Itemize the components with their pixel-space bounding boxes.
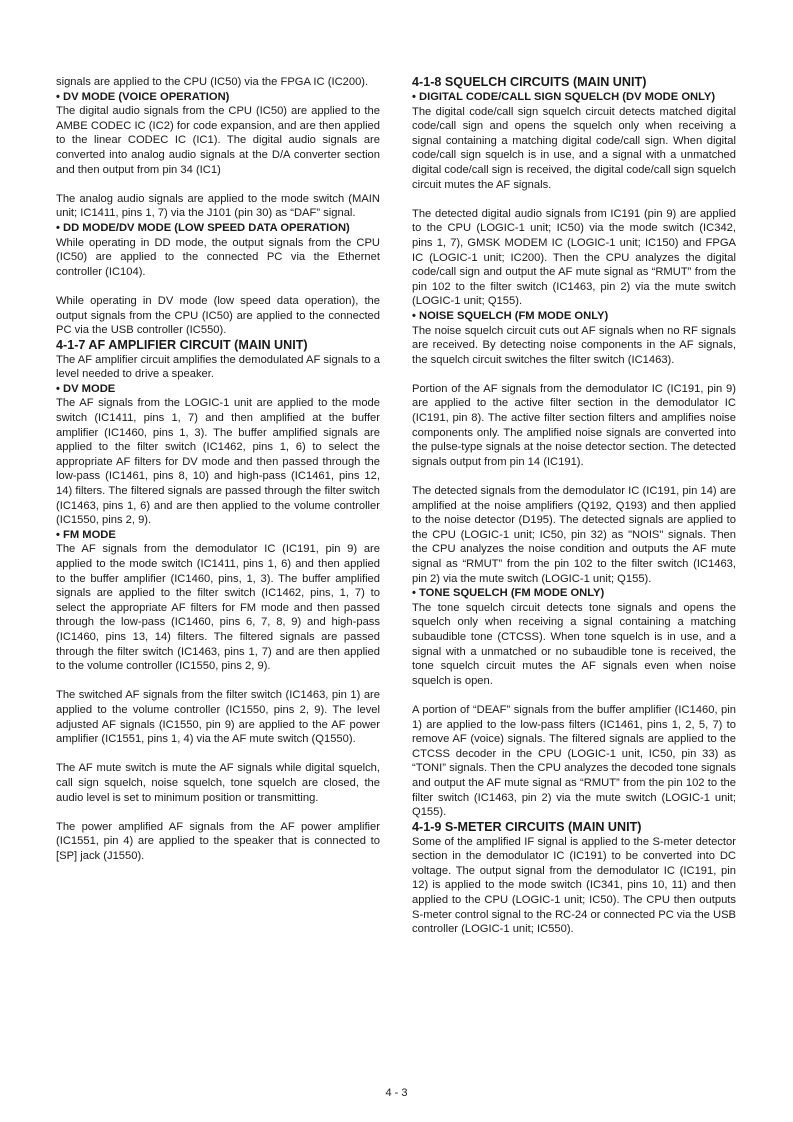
dv-mode-paragraph: The AF signals from the LOGIC-1 unit are applied to the mode switch (IC1411, pins 1, 7) and then amplified at the buffer amplifier (IC1460, pins 1, 3). The buffer amplified signals are applied to the filter switch (IC1462, pins 1, 6) to select the appropriate AF filters for DV mode and then passed through the low-pass (IC1461, pins 8, 10) and high-pass (IC1461, pins 12, 14) filters. The filtered signals are passed through the filter switch (IC1463, pins 1, 6) and are then applied to the volume controller (IC1550, pins 2, 9). xyxy=(56,397,380,527)
section-4-1-7-heading: 4-1-7 AF AMPLIFIER CIRCUIT (MAIN UNIT) xyxy=(56,337,308,352)
left-column xyxy=(56,75,380,863)
digital-squelch-heading: • DIGITAL CODE/CALL SIGN SQUELCH (DV MODE ONLY) xyxy=(412,91,716,103)
tone-squelch-paragraph-1: The tone squelch circuit detects tone signals and opens the squelch only when receiving a signal containing a matching subaudible tone (CTCSS). When tone squelch is in use, and a signal with a unmatched or no subaudible tone is received, the tone squelch circuit mutes the AF signals even when noise squelch is open. xyxy=(412,601,736,687)
noise-squelch-paragraph-3: The detected signals from the demodulator IC (IC191, pin 14) are amplified at the noise amplifiers (Q192, Q193) and then applied to the noise detector (D195). The detected signals are applied to the CPU (LOGIC-1 unit; IC50, pin 32) as "NOIS" signals. Then the CPU analyzes the noise condition and outputs the AF mute signal as “RMUT” from the pin 102 to the filter switch (IC1463, pin 2) via the mute switch (LOGIC-1 unit; Q155). xyxy=(412,485,736,585)
fm-mode-paragraph-2: The switched AF signals from the filter switch (IC1463, pin 1) are applied to the volume controller (IC1550, pins 2, 9). The level adjusted AF signals (IC1550, pin 9) are applied to the AF power amplifier (IC1551, pins 1, 4) via the AF mute switch (Q1550). xyxy=(56,689,380,746)
dd-mode-heading: • DD MODE/DV MODE (LOW SPEED DATA OPERATION) xyxy=(56,221,350,234)
noise-squelch-paragraph-2: Portion of the AF signals from the demodulator IC (IC191, pin 9) are applied to the active filter section in the demodulator IC (IC191, pin 8). The active filter section filters and amplifies noise components only. The amplified noise signals are converted into the pulse-type signals at the noise detector section. The detected signals output from pin 14 (IC191). xyxy=(412,382,736,468)
dd-mode-paragraph-1: While operating in DD mode, the output signals from the CPU (IC50) are applied to the connected PC via the Ethernet controller (IC104). xyxy=(56,236,380,278)
dv-mode-heading: • DV MODE xyxy=(56,382,116,395)
dd-mode-paragraph-2: While operating in DV mode (low speed data operation), the output signals from the CPU (IC50) are applied to the connected PC via the USB controller (IC550). xyxy=(56,294,380,337)
fm-mode-paragraph-3: The AF mute switch is mute the AF signals while digital squelch, call sign squelch, noise squelch, tone squelch are closed, the audio level is set to minimum position or transmitting. xyxy=(56,762,380,804)
fm-mode-heading: • FM MODE xyxy=(56,528,116,541)
right-column xyxy=(412,75,736,937)
digital-squelch-paragraph-2: The detected digital audio signals from IC191 (pin 9) are applied to the CPU (LOGIC-1 unit; IC50) via the mode switch (IC342, pins 1, 7), GMSK MODEM IC (LOGIC-1 unit; IC150) and FPGA IC (LOGIC-1 unit; IC200). Then the CPU analyzes the digital code/call sign and output the AF mute signal as “RMUT” from the pin 102 to the filter switch (IC1463, pin 2) via the mute switch (LOGIC-1 unit; Q155). xyxy=(412,207,736,308)
dv-mode-voice-paragraph-1: The digital audio signals from the CPU (IC50) are applied to the AMBE CODEC IC (IC2) for code expansion, and are then applied to the linear CODEC IC (IC1). The digital audio signals are converted into analog audio signals at the D/A converter section and then output from pin 34 (IC1) xyxy=(56,105,380,176)
noise-squelch-heading: • NOISE SQUELCH (FM MODE ONLY) xyxy=(412,309,609,322)
section-4-1-8-heading: 4-1-8 SQUELCH CIRCUITS (MAIN UNIT) xyxy=(412,75,647,89)
tone-squelch-heading: • TONE SQUELCH (FM MODE ONLY) xyxy=(412,587,605,600)
section-4-1-7-intro: The AF amplifier circuit amplifies the demodulated AF signals to a level needed to drive a speaker. xyxy=(56,353,380,381)
page-number: 4 - 3 xyxy=(385,1087,408,1099)
dv-mode-voice-paragraph-2: The analog audio signals are applied to the mode switch (MAIN unit; IC1411, pins 1, 7) via the J101 (pin 30) as “DAF” signal. xyxy=(56,192,380,220)
tone-squelch-paragraph-2: A portion of “DEAF” signals from the buffer amplifier (IC1460, pin 1) are applied to the low-pass filters (IC1461, pins 1, 2, 5, 7) to remove AF (voice) signals. The filtered signals are applied to the CTCSS decoder in the CPU (LOGIC-1 unit, IC50, pin 33) as “TONI” signals. Then the CPU analyzes the decoded tone signals and output the AF mute signal as “RMUT” from the pin 102 to the filter switch (IC1463, pin 2) via the mute switch (LOGIC-1 unit; Q155). xyxy=(412,703,736,819)
section-4-1-9-heading: 4-1-9 S-METER CIRCUITS (MAIN UNIT) xyxy=(412,819,642,834)
dv-mode-voice-heading: • DV MODE (VOICE OPERATION) xyxy=(56,90,230,103)
noise-squelch-paragraph-1: The noise squelch circuit cuts out AF signals when no RF signals are received. By detecting noise components in the AF signals, the squelch circuit switches the filter switch (IC1463). xyxy=(412,324,736,366)
digital-squelch-paragraph-1: The digital code/call sign squelch circuit detects matched digital code/call sign and opens the squelch only when receiving a signal containing a matching digital code/call sign. When digital code/call sign squelch is in use, and a signal with a unmatched digital code/call sign is received, the digital code/call sign squelch circuit mutes the AF signals. xyxy=(412,105,736,191)
fm-mode-paragraph-4: The power amplified AF signals from the AF power amplifier (IC1551, pin 4) are applied to the speaker that is connected to [SP] jack (J1550). xyxy=(56,820,380,862)
intro-paragraph: signals are applied to the CPU (IC50) via the FPGA IC (IC200). xyxy=(56,76,369,88)
fm-mode-paragraph-1: The AF signals from the demodulator IC (IC191, pin 9) are applied to the mode switch (IC1411, pins 1, 6) and then applied to the buffer amplifier (IC1460, pins, 1, 3). The buffer amplified signals are applied to the filter switch (IC1462, pins, 1, 7) to select the appropriate AF filters for FM mode and then passed through the low-pass (IC1460, pins 6, 7, 8, 9) and high-pass (IC1460, pins 13, 14) filters. The filtered signals are passed through the filter switch (IC1463, pins 1, 7) and are then applied to the volume controller (IC1550, pins 2, 9). xyxy=(56,543,380,673)
section-4-1-9-paragraph: Some of the amplified IF signal is applied to the S-meter detector section in the demodulator IC (IC191) to be converted into DC voltage. The output signal from the demodulator IC (IC191, pin 12) is applied to the mode switch (IC341, pins 10, 11) and then applied to the CPU (LOGIC-1 unit; IC50). The CPU then outputs S-meter control signal to the RC-24 or connected PC via the USB controller (LOGIC-1 unit; IC550). xyxy=(412,835,736,936)
